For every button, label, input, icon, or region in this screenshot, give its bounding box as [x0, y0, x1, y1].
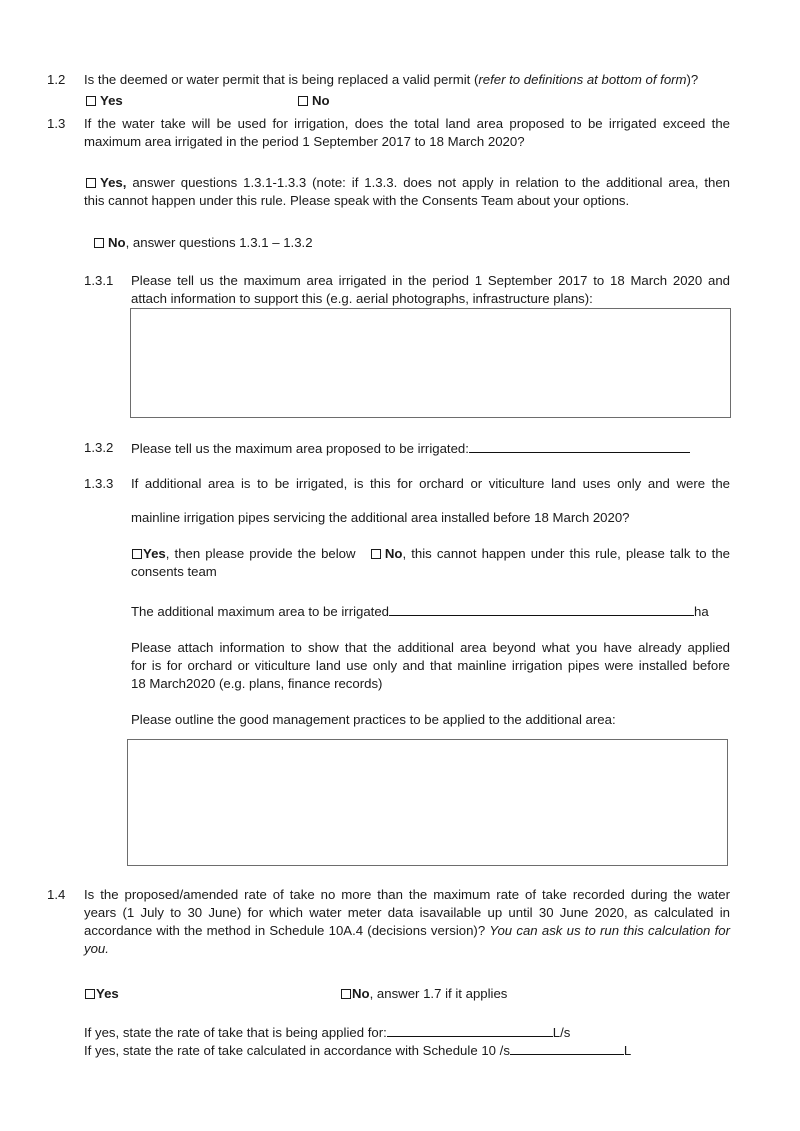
no-label: No	[384, 546, 403, 561]
q1-3-no-option[interactable]	[94, 234, 313, 252]
yes-label: Yes,	[100, 175, 127, 190]
rate-applied-field[interactable]	[387, 1024, 553, 1037]
litres-unit: L	[623, 1043, 632, 1058]
rate-calculated-field[interactable]	[510, 1042, 624, 1055]
max-area-proposed-field[interactable]	[469, 440, 690, 453]
checkbox-icon[interactable]	[94, 238, 104, 248]
yes-label: Yes	[143, 546, 166, 561]
definitions-reference: refer to definitions at bottom of form	[478, 72, 687, 87]
checkbox-icon[interactable]	[298, 96, 308, 106]
hectares-unit: ha	[694, 604, 709, 619]
checkbox-icon[interactable]	[85, 989, 95, 999]
q1-4-yes-option[interactable]	[85, 986, 119, 1001]
max-area-irrigated-textbox[interactable]	[130, 308, 731, 418]
checkbox-icon[interactable]	[86, 96, 96, 106]
calculation-note-end: you.	[84, 941, 109, 956]
yes-label: Yes	[100, 93, 123, 108]
q1-3-3-yes-option[interactable]	[132, 546, 356, 561]
attach-info-line1: Please attach information to show that the additional area beyond what you have already applied	[131, 640, 730, 655]
q1-3-yes-option[interactable]	[86, 174, 730, 192]
q1-3-3-no-option[interactable]	[371, 546, 730, 561]
yes-instruction: , then please provide the below	[165, 546, 356, 561]
q1-3-3-no-instruction-line2: consents team	[131, 564, 217, 579]
question-text: Is the deemed or water permit that is being replaced a valid permit (	[84, 72, 479, 87]
additional-area-field[interactable]	[389, 603, 694, 616]
no-instruction: , this cannot happen under this rule, please talk to the	[402, 546, 730, 561]
question-text-end: )?	[686, 72, 699, 87]
additional-area-label: The additional maximum area to be irrigated	[131, 604, 390, 619]
question-1-4-line4	[84, 940, 109, 958]
question-1-4-line3	[84, 922, 730, 940]
question-number-1-2: 1.2	[47, 72, 66, 87]
question-number-1-3: 1.3	[47, 116, 66, 131]
q1-3-3-options	[132, 545, 730, 563]
question-1-3-line1: If the water take will be used for irrigation, does the total land area proposed to be irrigated exceed the	[84, 116, 730, 131]
q1-3-yes-instruction-line2: this cannot happen under this rule. Please speak with the Consents Team about your options.	[84, 193, 630, 208]
no-label: No	[352, 986, 370, 1001]
no-label: No	[312, 93, 330, 108]
q1-4-no-option[interactable]	[341, 986, 507, 1001]
checkbox-icon[interactable]	[86, 178, 96, 188]
question-1-3-3-line2: mainline irrigation pipes servicing the additional area installed before 18 March 2020?	[131, 510, 630, 525]
practices-label: Please outline the good management practices to be applied to the additional area:	[131, 712, 616, 727]
q1-2-no-option[interactable]	[298, 93, 330, 108]
checkbox-icon[interactable]	[132, 549, 142, 559]
question-1-2-text	[84, 72, 698, 87]
question-text: accordance with the method in Schedule 10A.4 (decisions version)?	[84, 923, 490, 938]
question-text: Please tell us the maximum area proposed to be irrigated:	[131, 441, 469, 456]
management-practices-textbox[interactable]	[127, 739, 728, 866]
question-number-1-3-3: 1.3.3	[84, 476, 114, 491]
attach-info-line3: 18 March2020 (e.g. plans, finance records)	[131, 676, 383, 691]
additional-area-row	[131, 603, 709, 619]
question-1-4-line1: Is the proposed/amended rate of take no more than the maximum rate of take recorded during the water	[84, 887, 730, 902]
checkbox-icon[interactable]	[371, 549, 381, 559]
question-1-3-1-line1: Please tell us the maximum area irrigated in the period 1 September 2017 to 18 March 2020 and	[131, 273, 730, 288]
checkbox-icon[interactable]	[341, 989, 351, 999]
question-1-4-line2: years (1 July to 30 June) for which water meter data isavailable up until 30 June 2020, as calculated in	[84, 905, 730, 920]
question-1-3-2	[131, 440, 690, 456]
rate-applied-row	[84, 1024, 570, 1040]
attach-info-line2: for is for orchard or viticulture land use only and that mainline irrigation pipes were installed before	[131, 658, 730, 673]
question-number-1-3-2: 1.3.2	[84, 440, 114, 455]
yes-label: Yes	[96, 986, 119, 1001]
calculation-note: You can ask us to run this calculation for	[489, 923, 730, 938]
no-instruction: , answer questions 1.3.1 – 1.3.2	[125, 235, 313, 250]
rate-calculated-label: If yes, state the rate of take calculated in accordance with Schedule 10 /s	[84, 1043, 510, 1058]
question-1-3-1-line2: attach information to support this (e.g. aerial photographs, infrastructure plans):	[131, 291, 593, 306]
rate-applied-label: If yes, state the rate of take that is being applied for:	[84, 1025, 387, 1040]
yes-instruction: answer questions 1.3.1-1.3.3 (note: if 1.3.3. does not apply in relation to the additional area, then	[126, 175, 730, 190]
litres-per-second-unit: L/s	[552, 1025, 571, 1040]
rate-calculated-row	[84, 1042, 631, 1058]
q1-2-yes-option[interactable]	[86, 93, 123, 108]
question-number-1-3-1: 1.3.1	[84, 273, 114, 288]
no-label: No	[108, 235, 126, 250]
question-1-3-3-line1: If additional area is to be irrigated, is this for orchard or viticulture land uses only and were the	[131, 476, 730, 491]
no-instruction: , answer 1.7 if it applies	[369, 986, 508, 1001]
question-number-1-4: 1.4	[47, 887, 66, 902]
question-1-3-line2: maximum area irrigated in the period 1 September 2017 to 18 March 2020?	[84, 134, 525, 149]
